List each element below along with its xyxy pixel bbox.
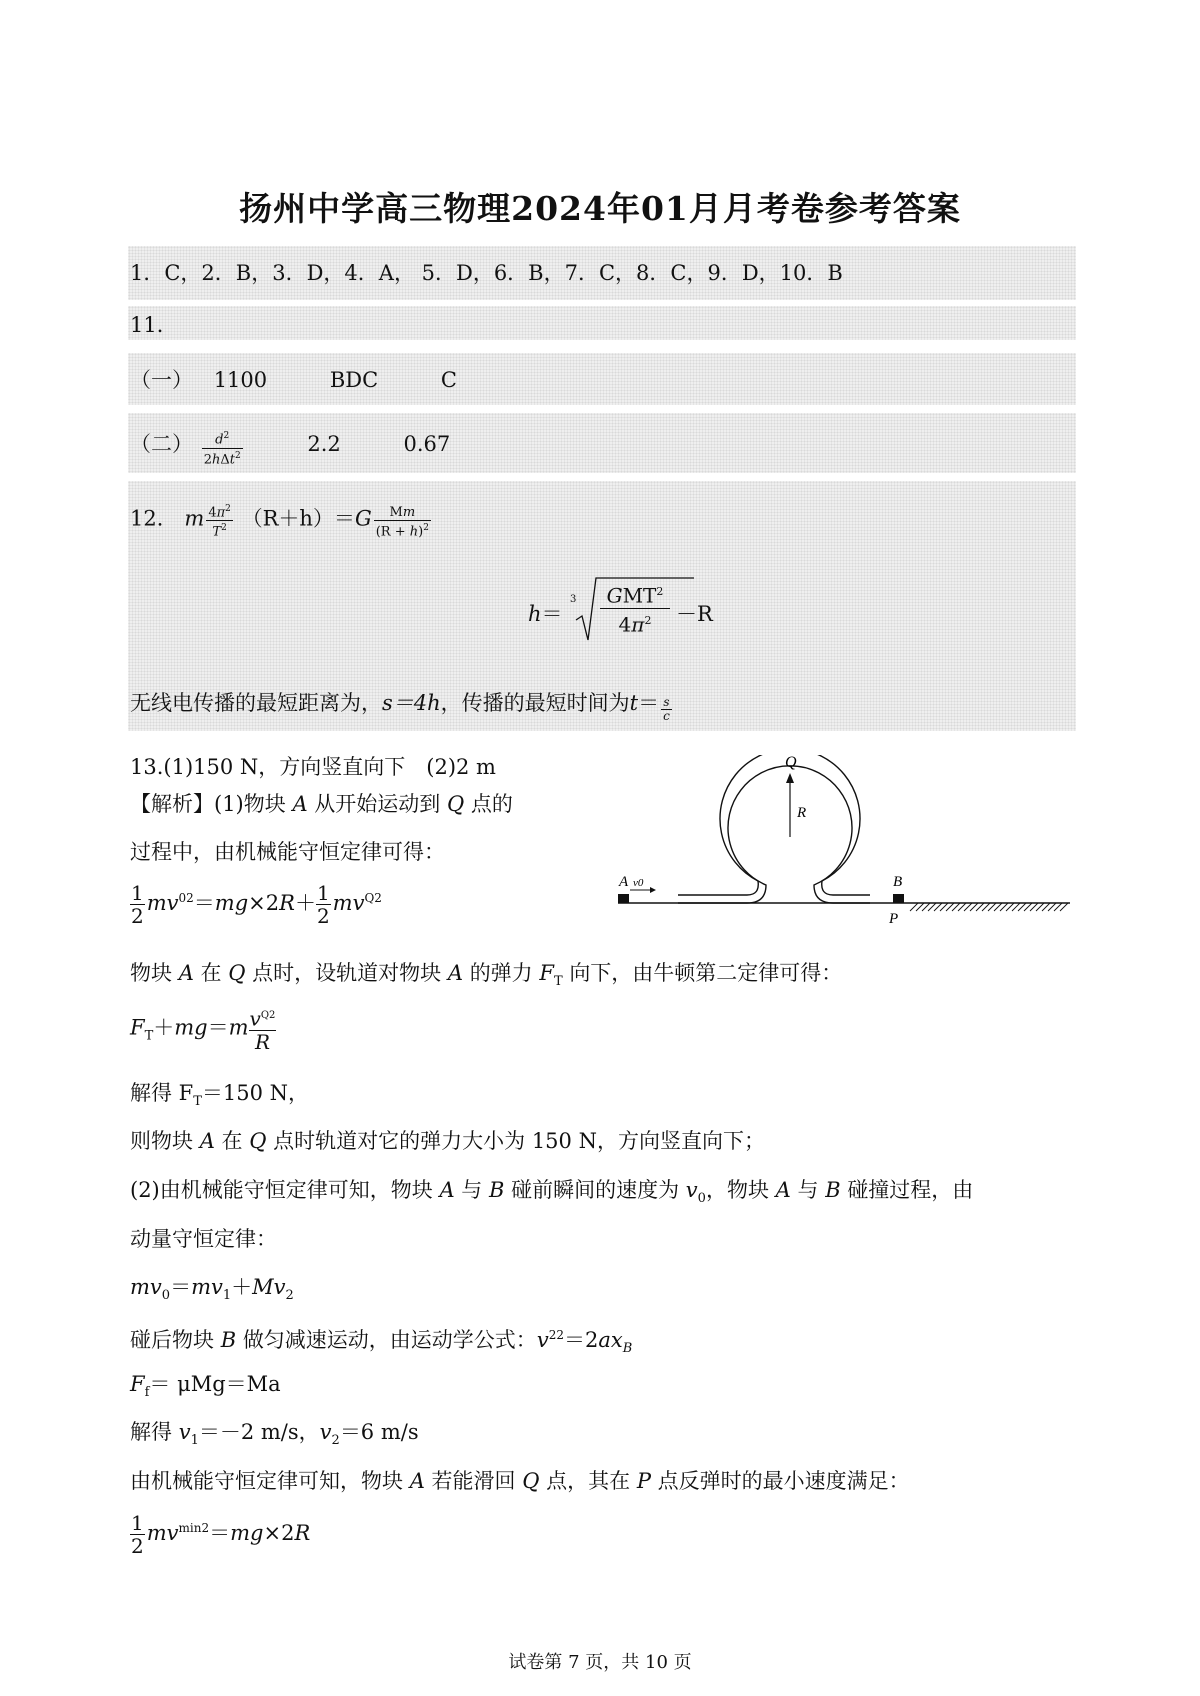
q13-p1: 【解析】(1)物块 A 从开始运动到 Q 点的 (130, 792, 513, 816)
label-v0: v0 (633, 877, 644, 889)
label-r: R (797, 805, 807, 821)
q13-eq4: $F_f= \mu Mg=Ma$ (130, 1372, 281, 1401)
label-p: P (889, 911, 899, 927)
page-title: 扬州中学高三物理2024年01月月考卷参考答案 (239, 189, 961, 228)
label-q: Q (785, 755, 797, 771)
part2-fraction: $\frac{d^2}{2h\Delta t^2}$ (203, 431, 241, 467)
loop-outer (678, 755, 870, 895)
loop-track-figure (610, 755, 1080, 930)
q11-part1 (130, 365, 457, 395)
q13-p8: 碰后物块 B 做匀减速运动，由运动学公式：$v^{22}=2ax_B$ (130, 1328, 633, 1357)
q13-p10: 解得 $v_1=-2$ m/s，$v_2=6$ m/s (130, 1420, 419, 1449)
label-b: B (893, 874, 903, 890)
q12-result-tail: －R (676, 602, 713, 626)
q12-lhs-mid: （R＋h）＝ (241, 506, 355, 531)
q13-p3: 物块 A 在 Q 点时，设轨道对物块 A 的弹力 $F_T$ 向下，由牛顿第二定律可得： (130, 961, 843, 990)
q13-p11: 由机械能守恒定律可知，物块 A 若能滑回 Q 点，其在 P 点反弹时的最小速度满足： (130, 1469, 910, 1493)
part1-label: （一） (130, 368, 193, 392)
q13-p5: 则物块 A 在 Q 点时轨道对它的弹力大小为 150 N，方向竖直向下； (130, 1129, 765, 1153)
q13-p7: 动量守恒定律： (130, 1227, 277, 1251)
page-footer: 试卷第 7 页，共 10 页 (508, 1652, 692, 1673)
q13-p2: 过程中，由机械能守恒定律可得： (130, 840, 445, 864)
ground-hatching (910, 903, 1068, 911)
q13-eq1: $\frac{1}{2}$ $mv^{02}=mg\times 2R+$ $\frac{1}{2}$ $mv^{Q2}$ (131, 881, 382, 928)
part1-value-3: C (440, 368, 457, 392)
q13-p4: 解得 $F_T=150$ N， (130, 1081, 310, 1110)
q13-p6: (2)由机械能守恒定律可知，物块 A 与 B 碰前瞬间的速度为 $v_0$，物块 A 与 B 碰撞过程，由 (130, 1178, 974, 1207)
q13-eq5: $\frac{1}{2}$ $mv^{min2}=mg\times 2R$ (131, 1511, 311, 1558)
q12-result: h＝ 3 GMT$^2$ $4\pi^2$ －R (528, 568, 788, 648)
block-b (893, 894, 904, 903)
part2-label: （二） (130, 432, 193, 456)
q12-equation: 12． m $\frac{4\pi^2}{T^2}$ （R＋h）＝G $\frac{Mm}{(R + h)^2}$ (130, 504, 429, 540)
q13-eq2: $F_T+mg=m$ $\frac{v^{Q2}}{R}$ (130, 1006, 276, 1054)
part2-value-2: 0.67 (403, 432, 451, 456)
shade-q11 (128, 306, 1076, 340)
q11-part2 (130, 429, 450, 467)
part1-value-1: 1100 (213, 368, 268, 392)
q11-label: 11． (130, 313, 178, 337)
q12-line3: 无线电传播的最短距离为，s＝4h，传播的最短时间为t＝ $\frac{s}{c}$ (130, 691, 670, 723)
block-a (618, 894, 629, 903)
q13-answer: 13.(1)150 N，方向竖直向下 (2)2 m (130, 755, 496, 779)
q12-label: 12． (130, 506, 178, 531)
q13-eq3: $mv_0=mv_1+Mv_2$ (130, 1275, 294, 1304)
label-a: A (619, 874, 629, 890)
loop-inner (678, 766, 870, 903)
mc-answers: 1．C，2．B，3．D，4．A， 5．D，6．B，7．C，8．C，9．D，10．B (130, 261, 843, 285)
part2-value-1: 2.2 (307, 432, 341, 456)
part1-value-2: BDC (329, 368, 379, 392)
